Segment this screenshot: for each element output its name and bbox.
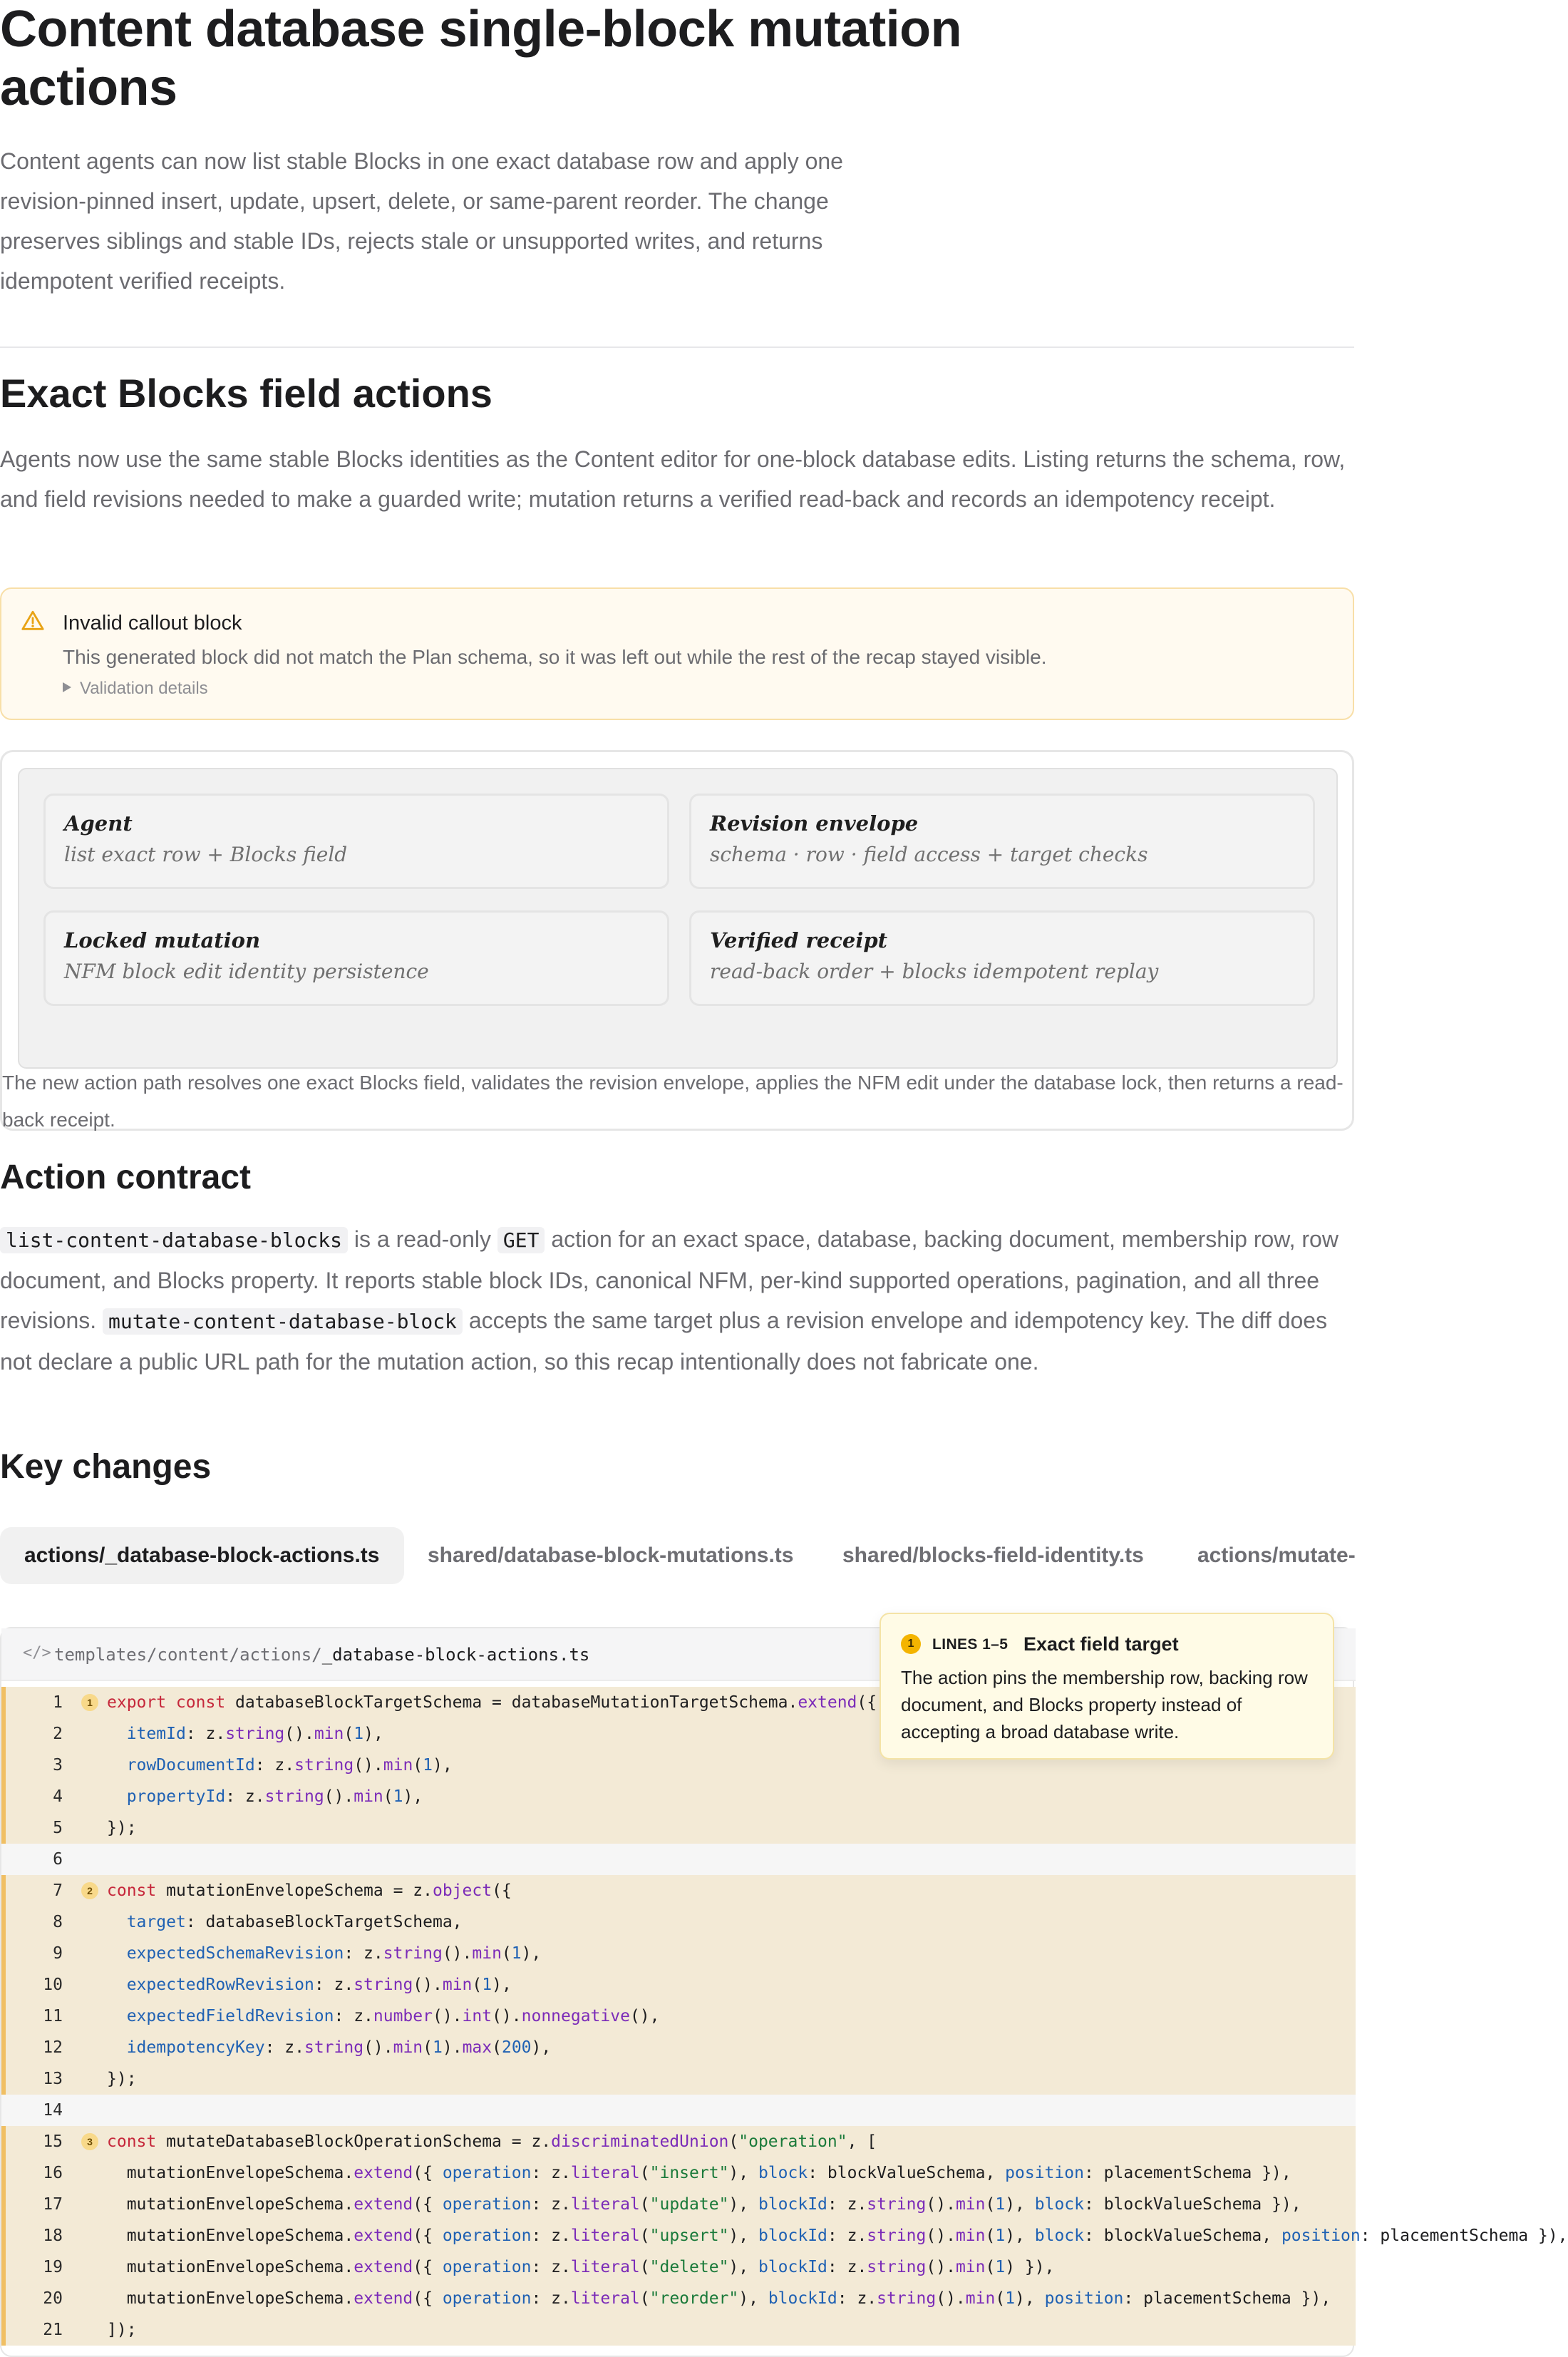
change-marker-2[interactable]: 2	[81, 1882, 98, 1899]
code-line: 13 });	[1, 2063, 1356, 2095]
diagram-card-subtitle: NFM block edit identity persistence	[64, 960, 429, 983]
code-line: 16 mutationEnvelopeSchema.extend({ operation: z.literal("insert"), block: blockValueSchema, position: placementSchema }),	[1, 2157, 1356, 2189]
disclosure-triangle-icon	[63, 682, 71, 692]
code-line: 21 ]);	[1, 2314, 1356, 2346]
diagram-card-title: Verified receipt	[710, 928, 888, 952]
page-lede: Content agents can now list stable Blocks in one exact database row and apply one revision-pinned insert, update, upsert, delete, or same-parent reorder. The change preserves siblings and stable IDs, rejects stale or unsupported writes, and returns idempotent verified receipts.	[0, 148, 843, 294]
section-heading-blocks-actions: Exact Blocks field actions	[0, 371, 492, 416]
tab-database-block-actions[interactable]: actions/_database-block-actions.ts	[0, 1527, 404, 1584]
code-line: 15 3 const mutateDatabaseBlockOperationSchema = z.discriminatedUnion("operation", [	[1, 2126, 1356, 2157]
code-line: 4 propertyId: z.string().min(1),	[1, 1781, 1356, 1812]
diagram-card-title: Locked mutation	[64, 928, 261, 952]
diagram-caption: The new action path resolves one exact Blocks field, validates the revision envelope, applies the NFM edit under the database lock, then returns a read-back receipt.	[2, 1072, 1343, 1131]
annotation-badge: 1	[901, 1634, 921, 1654]
page-title: Content database single-block mutation actions	[0, 1, 962, 116]
section-heading-action-contract: Action contract	[0, 1159, 252, 1196]
action-contract-body: list-content-database-blocks is a read-only GET action for an exact space, database, backing document, membership row, row document, and Blocks property. It reports stable block IDs, canonical NFM, per-kind supported operations, pagination, and all three revisions. mutate-content-database-block accepts the same target plus a revision envelope and idempotency key. The diff does not declare a public URL path for the mutation action, so this recap intentionally does not fabricate one.	[0, 1226, 1339, 1375]
validation-details-label: Validation details	[80, 679, 208, 698]
code-line: 11 expectedFieldRevision: z.number().int().nonnegative(),	[1, 2001, 1356, 2032]
file-tabs	[0, 1527, 1354, 1584]
inline-code-list-action: list-content-database-blocks	[0, 1227, 348, 1253]
annotation-lines-label: LINES 1–5	[932, 1636, 1009, 1653]
annotation-tooltip	[880, 1613, 1334, 1760]
code-line: 6	[1, 1844, 1356, 1875]
section-divider	[0, 346, 1354, 348]
diagram-card-agent	[43, 794, 669, 889]
diagram-card-verified-receipt	[689, 910, 1315, 1006]
code-line: 17 mutationEnvelopeSchema.extend({ operation: z.literal("update"), blockId: z.string().min(1), block: blockValueSchema }),	[1, 2189, 1356, 2220]
change-marker-1[interactable]: 1	[81, 1694, 98, 1711]
code-line: 8 target: databaseBlockTargetSchema,	[1, 1906, 1356, 1938]
code-line: 14	[1, 2095, 1356, 2126]
annotation-title: Exact field target	[1023, 1633, 1179, 1655]
diagram-card-title: Agent	[64, 811, 133, 836]
warning-triangle-icon	[20, 609, 46, 633]
code-line: 3 rowDocumentId: z.string().min(1),	[1, 1750, 1356, 1781]
inline-code-mutate-action: mutate-content-database-block	[103, 1308, 463, 1335]
code-line: 19 mutationEnvelopeSchema.extend({ operation: z.literal("delete"), blockId: z.string().min(1) }),	[1, 2251, 1356, 2283]
inline-code-get: GET	[497, 1227, 545, 1253]
diagram-card-subtitle: read-back order + blocks idempotent replay	[710, 960, 1159, 983]
annotation-description: The action pins the membership row, backing row document, and Blocks property instead of accepting a broad database write.	[901, 1667, 1308, 1742]
tab-blocks-field-identity[interactable]: shared/blocks-field-identity.ts	[842, 1544, 1144, 1567]
tab-mutate-action[interactable]: actions/mutate-	[1197, 1544, 1356, 1567]
code-file-path: templates/content/actions/_database-block-actions.ts	[54, 1645, 590, 1665]
code-lines	[1, 1687, 1568, 2346]
code-line: 18 mutationEnvelopeSchema.extend({ operation: z.literal("upsert"), blockId: z.string().min(1), block: blockValueSchema, position: placementSchema }),	[1, 2220, 1356, 2251]
section-heading-key-changes: Key changes	[0, 1448, 212, 1486]
section-body-blocks-actions: Agents now use the same stable Blocks identities as the Content editor for one-block database edits. Listing returns the schema, row, and field revisions needed to make a guarded write; mutation returns a verified read-back and records an idempotency receipt.	[0, 446, 1346, 512]
invalid-callout-block	[0, 587, 1354, 720]
diagram-card-subtitle: list exact row + Blocks field	[64, 843, 348, 866]
callout-title: Invalid callout block	[63, 612, 242, 635]
validation-details-toggle[interactable]	[63, 676, 208, 702]
diagram-card-title: Revision envelope	[710, 811, 919, 836]
diagram-card-subtitle: schema · row · field access + target checks	[710, 843, 1148, 866]
diagram-card-locked-mutation	[43, 910, 669, 1006]
diagram-card-revision-envelope	[689, 794, 1315, 889]
code-line: 7 2 const mutationEnvelopeSchema = z.object({	[1, 1875, 1356, 1906]
change-marker-3[interactable]: 3	[81, 2133, 98, 2150]
code-line: 5 });	[1, 1812, 1356, 1844]
code-line: 12 idempotencyKey: z.string().min(1).max(200),	[1, 2032, 1356, 2063]
tab-database-block-mutations[interactable]: shared/database-block-mutations.ts	[428, 1544, 794, 1567]
diagram-canvas	[18, 768, 1338, 1069]
code-line: 2 itemId: z.string().min(1),	[1, 1718, 1356, 1750]
code-line: 10 expectedRowRevision: z.string().min(1),	[1, 1969, 1356, 2001]
flow-diagram	[0, 750, 1354, 1131]
callout-description: This generated block did not match the Plan schema, so it was left out while the rest of the recap stayed visible.	[63, 646, 1047, 668]
code-line: 9 expectedSchemaRevision: z.string().min(1),	[1, 1938, 1356, 1969]
code-line: 20 mutationEnvelopeSchema.extend({ operation: z.literal("reorder"), blockId: z.string().min(1), position: placementSchema }),	[1, 2283, 1356, 2314]
code-icon: </>	[23, 1644, 51, 1662]
code-line: 1 1 export const databaseBlockTargetSchema = databaseMutationTargetSchema.extend({	[1, 1687, 1356, 1718]
